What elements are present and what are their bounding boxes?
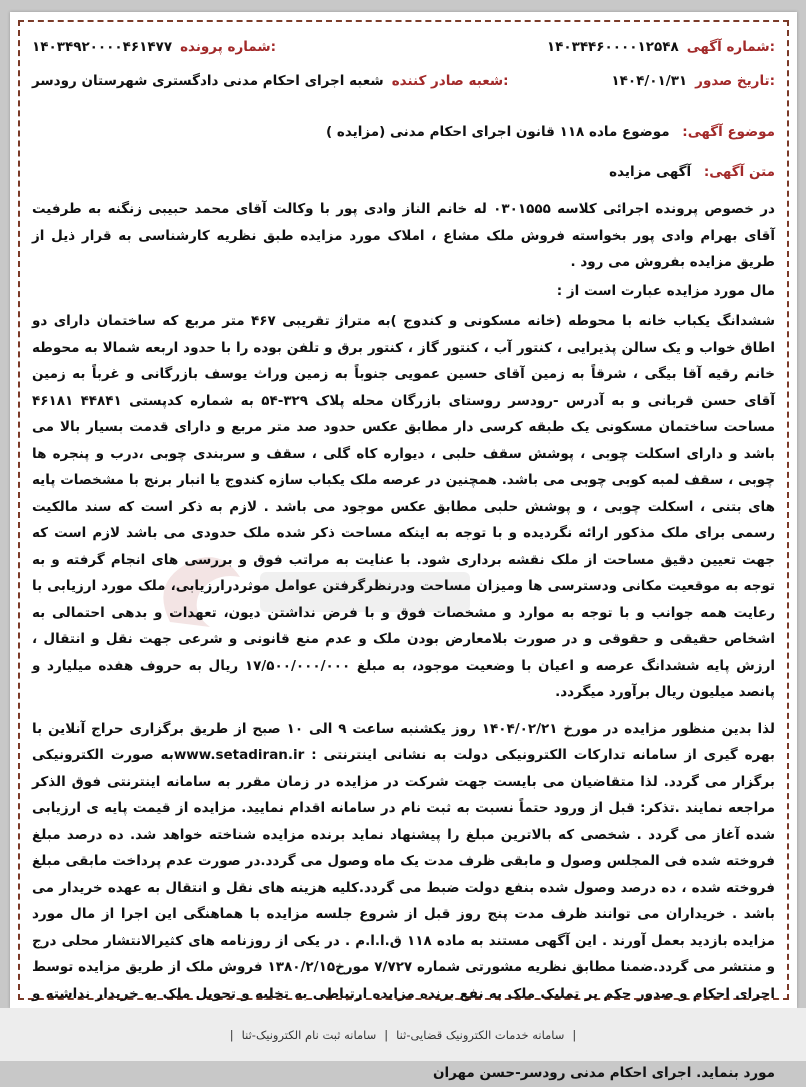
paragraph-case: در خصوص پرونده اجرائی کلاسه ۰۳۰۱۵۵۵ له خانم الناز وادی پور با وکالت آقای محمد حبیبی زنگنه به طرفیت آقای بهرام وادی پور بخواسته فروش ملک مشاع ، املاک مورد مزایده طبق نظریه کارشناسی به قرار ذیل از طریق مزایده بفروش می رود . (32, 201, 775, 270)
text-heading-line (32, 156, 775, 188)
issue-date-value: ۱۴۰۴/۰۱/۳۱ (611, 73, 688, 89)
paragraph-property-description: ششدانگ یکباب خانه با محوطه (خانه مسکونی و کندوج )به متراژ تقریبی ۴۶۷ متر مربع که ساختمان دارای دو اطاق خواب و یک سالن پذیرایی ، کنتور آب ، کنتور گاز ، کنتور برق و تلفن بوده را با حدود اربعه شمالا به محوطه خانم رقیه آقا بیگی ، شرقاً به زمین آقای حسین عمویی جنوباً به زمین وراث یوسف بازرگانی و غرباً به زمین آقای حسن قربانی و به آدرس -رودسر روستای بازرگان محله پلاک ۳۲۹-۵۴ به شماره کدپستی ۴۴۸۴۱ ۴۶۱۸۱ مساحت ساختمان مسکونی یک طبقه کرسی دار مطابق عکس حدود صد متر مربع و دارای قدمت بسیار بالا می باشد و دارای اسکلت چوبی ، پوشش سقف حلبی ، دیواره کاه گلی ، سقف و سربندی چوبی ،درب و پنجره ها چوبی ، سقف لمبه کوبی چوبی می باشد. همچنین در عرصه ملک یکباب سازه کندوج یا انبار برنج با مشخصات پایه های بتنی ، اسکلت چوبی ، و پوشش حلبی مطابق عکس موجود می باشد . لازم به ذکر است که سند مالکیت رسمی برای ملک مذکور ارائه نگردیده و با توجه به اینکه مساحت ذکر شده ملک حدودی می باشد لازم است که جهت تعیین دقیق مساحت از ملک نقشه برداری شود. با عنایت به مراتب فوق و بررسی های انجام گرفته و به توجه به موقعیت مکانی ودسترسی ها ومیزان مساحت ودرنظرگرفتن عوامل موثردرارزیابی، ملک مورد ارزیابی با رعایت همه جوانب و با توجه به موارد و مشخصات فوق و با فرض نداشتن دیون، تعهدات و بدهی احتمالی به اشخاص حقیقی و حقوقی و در صورت بلامعارض بودن ملک و عدم منع قانونی و شرعی جهت نقل و انتقال ، ارزش پایه ششدانگ عرصه و اعیان با وضعیت موجود، به مبلغ ۱۷/۵۰۰/۰۰۰/۰۰۰ ریال به حروف هفده میلیارد و پانصد میلیون ریال برآورد میگردد. (32, 313, 775, 700)
subject-value: موضوع ماده ۱۱۸ قانون اجرای احکام مدنی (مزایده ) (326, 124, 670, 140)
header-row-1 (32, 30, 775, 64)
ad-number-value: ۱۴۰۳۴۴۶۰۰۰۰۱۲۵۴۸ (546, 39, 679, 55)
subject-label: موضوع آگهی: (682, 124, 775, 140)
file-number-field (32, 30, 276, 64)
file-number-label: شماره پرونده: (180, 39, 277, 55)
ad-number-field (547, 30, 775, 64)
footer-separator: | (572, 1027, 577, 1042)
notice-content (32, 30, 775, 1087)
footer-separator: | (229, 1027, 234, 1042)
paragraph-property-intro: مال مورد مزایده عبارت است از : (556, 282, 775, 299)
footer-separator: | (384, 1027, 389, 1042)
footer-bar (0, 1008, 806, 1061)
footer-link-sana-services[interactable]: سامانه خدمات الکترونیک قضایی-ثنا (396, 1027, 565, 1042)
subject-line (32, 116, 775, 148)
issue-date-label: تاریخ صدور: (695, 73, 775, 89)
header-row-2 (32, 64, 775, 98)
issuer-field (32, 64, 509, 98)
text-heading-label: متن آگهی: (703, 164, 775, 180)
paragraph-auction-terms: لذا بدین منظور مزایده در مورخ ۱۴۰۴/۰۲/۲۱ روز یکشنبه ساعت ۹ الی ۱۰ صبح از طریق برگزاری حراج آنلاین با بهره گیری از سامانه تدارکات الکترونیکی دولت به نشانی اینترنتی : www.setadiran.irبه صورت الکترونیکی برگزار می گردد. لذا متقاضیان می بایست جهت شرکت در مزایده در زمان مقرر به سامانه اینترنتی فوق الذکر مراجعه نمایند .تذکر: قبل از ورود حتماً نسبت به ثبت نام در سامانه اقدام نمایید. مزایده از قیمت پایه ی ارزیابی شده آغاز می گردد . شخصی که بالاترین مبلغ را پیشنهاد نماید برنده مزایده شناخته خواهد شد. ده درصد مبلغ فروخته شده فی المجلس وصول و مابقی ظرف مدت یک ماه وصول می گردد.در صورت عدم پرداخت مابقی مبلغ فروخته شده ، ده درصد وصول شده بنفع دولت ضبط می گردد.کلیه هزینه های نقل و انتقال به عهده خریدار می باشد . خریداران می توانند ظرف مدت پنج روز قبل از شروع جلسه مزایده با هماهنگی این اجرا از مال مورد مزایده بازدید بعمل آورند . این آگهی مستند به ماده ۱۱۸ ق.ا.ا.م . در یکی از روزنامه های کثیرالانتشار محلی درج و منتشر می گردد.ضمنا مطابق نظریه مشورتی شماره ۷/۷۲۷ مورخ۱۳۸۰/۲/۱۵ فروش ملک از طریق مزایده توسط اجرای احکام و صدور حکم بر تملیک ملک به نفع برنده مزایده ارتباطی به تخلیه و تحویل ملک به خریدار نداشته و مورد بنماید. اجرای احکام مدنی رودسر-حسن مهران (32, 720, 775, 1081)
text-heading-value: آگهی مزایده (609, 164, 692, 180)
issue-date-field (611, 64, 775, 98)
issuer-value: شعبه اجرای احکام مدنی دادگستری شهرستان رودسر (32, 73, 384, 89)
issuer-label: شعبه صادر کننده: (391, 73, 509, 89)
file-number-value: ۱۴۰۳۴۹۲۰۰۰۰۴۶۱۴۷۷ (32, 39, 173, 55)
ad-number-label: شماره آگهی: (686, 39, 775, 55)
footer-link-sana-registration[interactable]: سامانه ثبت نام الکترونیک-ثنا (241, 1027, 377, 1042)
